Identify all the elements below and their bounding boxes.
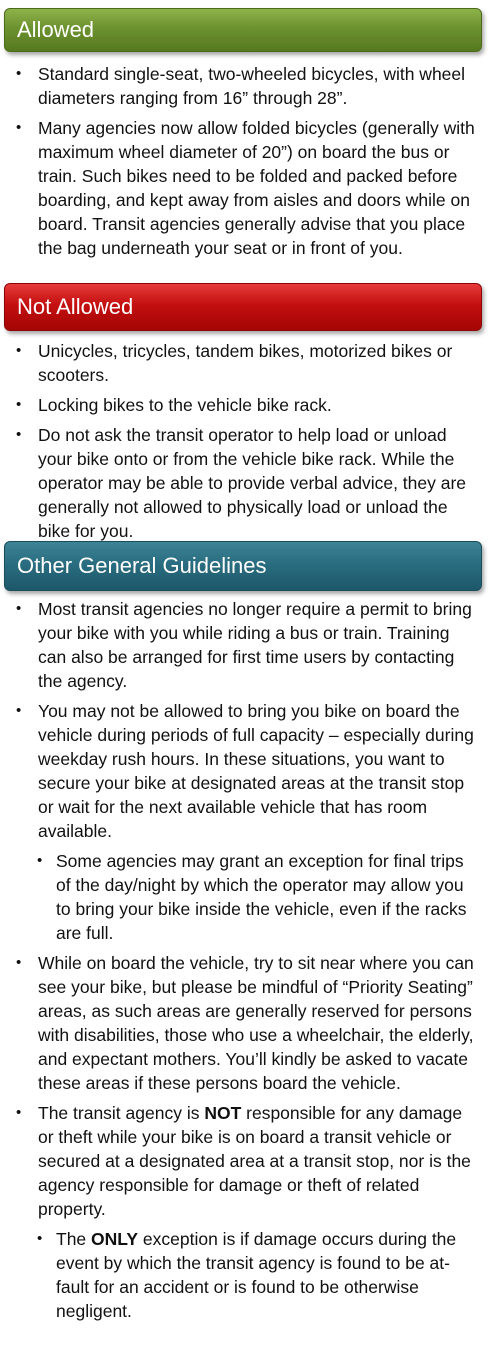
bullet: • [16, 119, 22, 136]
list-item-text: Most transit agencies no longer require a permit to bring your bike with you while riding a bus or train. Training can also be arranged for first time users by contacting the agency. [38, 599, 472, 691]
list-item [0, 699, 488, 843]
other-guidelines-list [0, 597, 488, 1329]
list-item-text [38, 1103, 471, 1219]
list-item-text: Locking bikes to the vehicle bike rack. [38, 395, 332, 415]
list-item [0, 1101, 488, 1221]
text-run: The [56, 1229, 92, 1249]
bullet: • [37, 852, 43, 869]
not-allowed-list [0, 339, 488, 549]
list-item-text: Do not ask the transit operator to help load or unload your bike onto or from the vehicle bike rack. While the operator may be able to provide verbal advice, they are generally not allowed to physically load or unload the bike for you. [38, 425, 467, 541]
not-allowed-header [4, 283, 482, 331]
list-item-text: Standard single-seat, two-wheeled bicycles, with wheel diameters ranging from 16” through 28”. [38, 64, 466, 108]
list-item-text [56, 1229, 456, 1321]
allowed-list [0, 62, 488, 266]
bullet: • [16, 65, 22, 82]
list-item [0, 423, 488, 543]
allowed-header [4, 8, 482, 52]
bullet: • [16, 954, 22, 971]
list-item [0, 393, 488, 417]
allowed-title: Allowed [17, 17, 95, 42]
bullet: • [16, 396, 22, 413]
list-item-text: Some agencies may grant an exception for final trips of the day/night by which the operator may allow you to bring your bike inside the vehicle, even if the racks are full. [56, 851, 467, 943]
bullet: • [16, 702, 22, 719]
list-item [0, 951, 488, 1095]
list-item-text: You may not be allowed to bring you bike on board the vehicle during periods of full capacity – especially during weekday rush hours. In these situations, you want to secure your bike at designated areas at the transit stop or wait for the next available vehicle that has room available. [38, 701, 474, 841]
sub-list-item [0, 849, 488, 945]
other-guidelines-title: Other General Guidelines [17, 553, 267, 578]
list-item [0, 116, 488, 260]
not-allowed-title: Not Allowed [17, 294, 134, 319]
list-item-text: While on board the vehicle, try to sit near where you can see your bike, but please be mindful of “Priority Seating” areas, as such areas are generally reserved for persons with disabilities, those who use a wheelchair, the elderly, and expectant mothers. You’ll kindly be asked to vacate these areas if these persons board the vehicle. [38, 953, 474, 1093]
list-item-text: Many agencies now allow folded bicycles (generally with maximum wheel diameter of 20”) on board the bus or train. Such bikes need to be folded and packed before boarding, and kept away from aisles and doors while on board. Transit agencies generally advise that you place the bag underneath your seat or in front of you. [38, 118, 475, 258]
sub-list-item [0, 1227, 488, 1323]
text-run: responsible for any damage or theft while your bike is on board a transit vehicle or secured at a designated area at a transit stop, nor is the agency responsible for damage or theft of related property. [38, 1103, 471, 1219]
text-run: The transit agency is [38, 1103, 205, 1123]
list-item-text: Unicycles, tricycles, tandem bikes, motorized bikes or scooters. [38, 341, 453, 385]
other-guidelines-header [4, 541, 482, 591]
emphasis-only: ONLY [91, 1229, 139, 1249]
list-item [0, 597, 488, 693]
emphasis-not: NOT [204, 1103, 242, 1123]
list-item [0, 339, 488, 387]
bullet: • [37, 1230, 43, 1247]
bullet: • [16, 1104, 22, 1121]
bullet: • [16, 342, 22, 359]
list-item [0, 62, 488, 110]
bullet: • [16, 600, 22, 617]
text-run: exception is if damage occurs during the event by which the transit agency is found to be at-fault for an accident or is found to be otherwise negligent. [56, 1229, 457, 1321]
bullet: • [16, 426, 22, 443]
